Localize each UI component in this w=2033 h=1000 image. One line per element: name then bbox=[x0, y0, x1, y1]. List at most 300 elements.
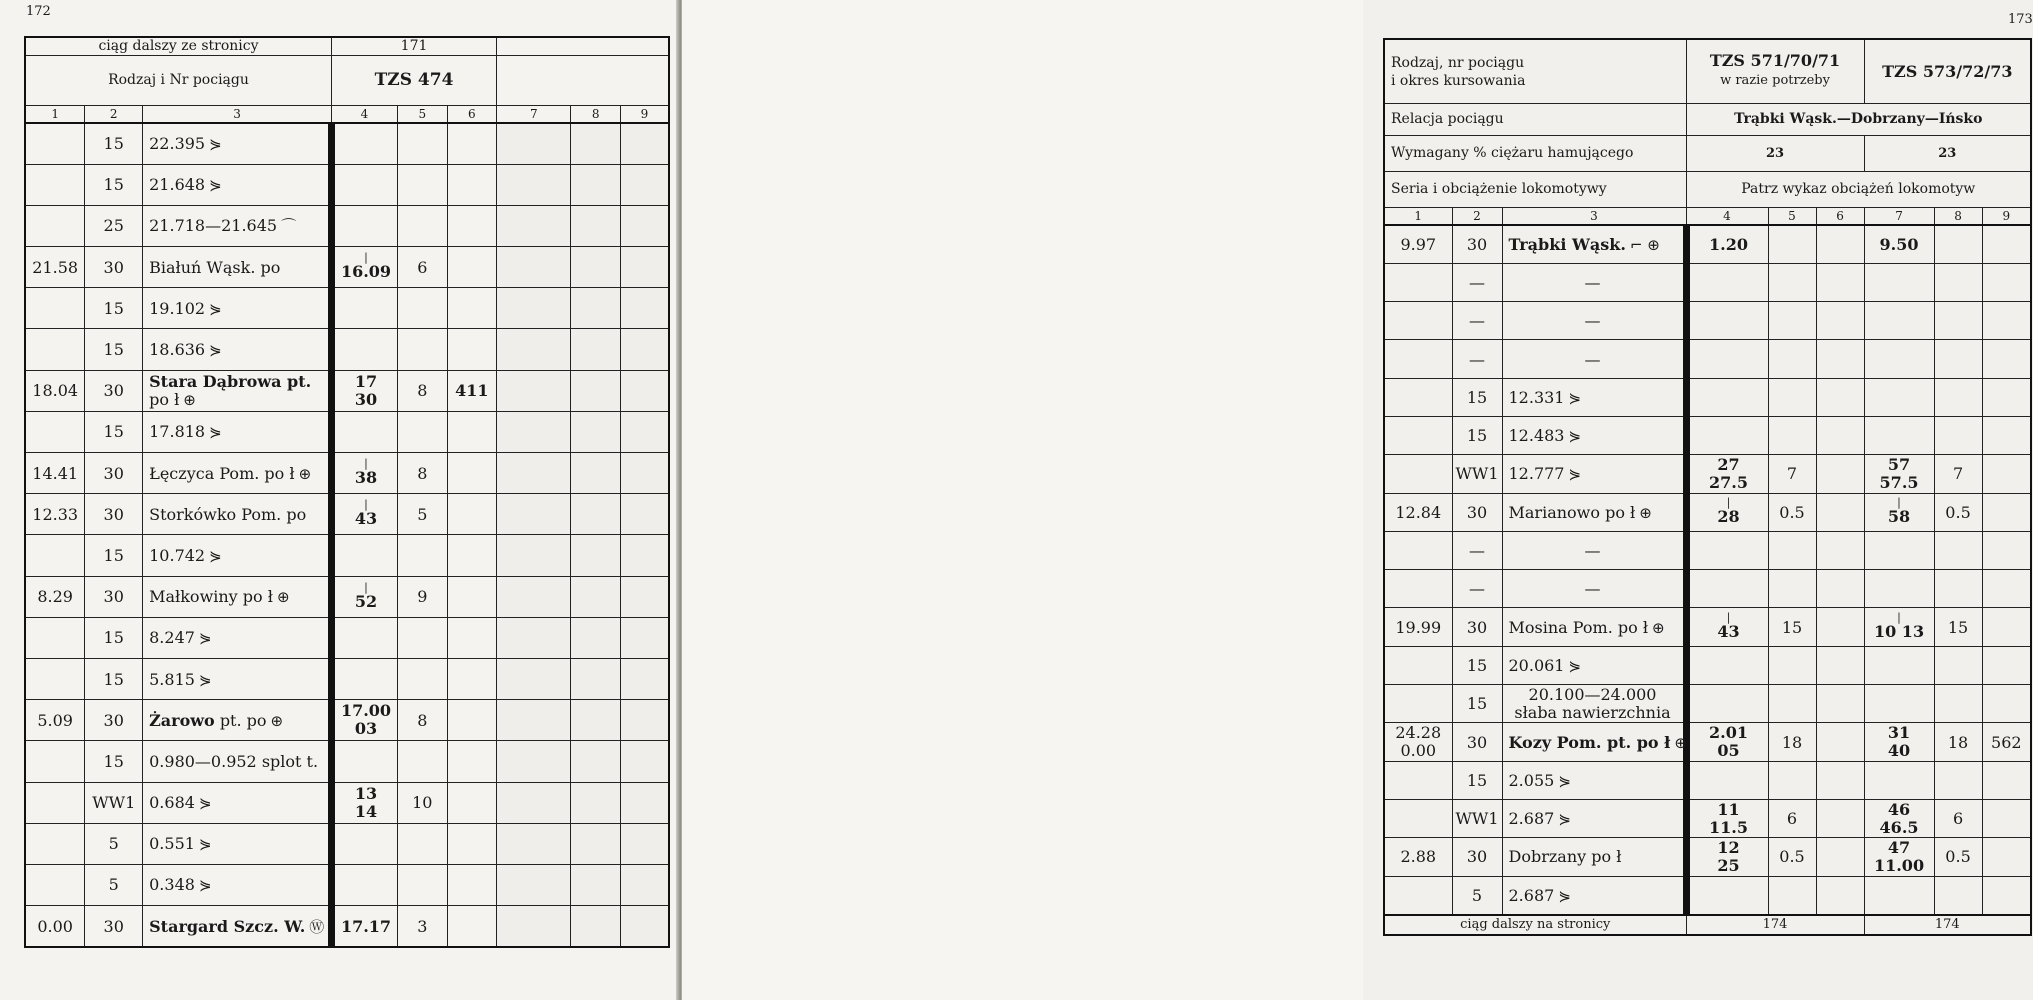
col9-cell bbox=[620, 576, 669, 617]
col6-cell bbox=[1816, 723, 1864, 761]
table-row bbox=[1384, 378, 2031, 416]
col6-cell bbox=[1816, 378, 1864, 416]
table-row bbox=[25, 906, 669, 948]
col7-cell bbox=[497, 205, 571, 246]
col6-cell bbox=[447, 164, 497, 205]
stop-cell-1: 18 bbox=[1768, 723, 1816, 761]
stop-cell-2: 0.5 bbox=[1934, 838, 1982, 876]
speed-cell: 30 bbox=[85, 247, 143, 288]
station-cell bbox=[1502, 531, 1686, 569]
time-cell-2 bbox=[1864, 263, 1934, 301]
time-cell-2 bbox=[1864, 608, 1934, 646]
km-value: 9.97 bbox=[1400, 234, 1437, 254]
station-cell bbox=[1502, 685, 1686, 723]
speed-cell: 15 bbox=[1452, 646, 1502, 684]
stop-cell-1 bbox=[1768, 685, 1816, 723]
km-cell: 0.00 bbox=[25, 906, 85, 948]
time-cell-2 bbox=[1864, 302, 1934, 340]
time-cell-2-departure: 11.00 bbox=[1873, 855, 1925, 875]
col6-cell bbox=[1816, 608, 1864, 646]
station-name: 21.648 bbox=[149, 175, 206, 195]
time-cell-1 bbox=[1686, 876, 1768, 915]
station-cell bbox=[143, 617, 332, 658]
time-departure: 03 bbox=[354, 719, 378, 739]
col9-cell bbox=[1982, 302, 2031, 340]
time-cell bbox=[331, 658, 397, 699]
speed-cell: — bbox=[1452, 263, 1502, 301]
timetable-left bbox=[24, 36, 670, 948]
time-cell-2 bbox=[1864, 455, 1934, 493]
col6-cell bbox=[447, 906, 497, 948]
pass-mark: | bbox=[364, 498, 368, 512]
station-cell bbox=[143, 823, 332, 864]
station-name: 0.980—0.952 splot t. bbox=[149, 751, 319, 771]
station-name: 2.687 bbox=[1508, 885, 1555, 905]
col9-cell bbox=[620, 906, 669, 948]
time-cell bbox=[331, 906, 397, 948]
km-cell bbox=[1384, 225, 1452, 264]
table-row bbox=[25, 205, 669, 246]
km-cell bbox=[25, 658, 85, 699]
col6-cell bbox=[447, 576, 497, 617]
stop-cell bbox=[398, 658, 448, 699]
relation-label: Relacja pociągu bbox=[1384, 103, 1686, 135]
station-name: 12.331 bbox=[1508, 387, 1565, 407]
station-cell bbox=[143, 411, 332, 452]
col9-cell bbox=[1982, 876, 2031, 915]
km-cell: 14.41 bbox=[25, 453, 85, 494]
time-cell-1-departure: 27.5 bbox=[1709, 472, 1748, 492]
km-cell bbox=[1384, 340, 1452, 378]
table-row bbox=[1384, 723, 2031, 761]
station-name: Stargard Szcz. W. bbox=[149, 916, 306, 936]
km-cell bbox=[1384, 685, 1452, 723]
speed-cell: 15 bbox=[85, 164, 143, 205]
col9-cell bbox=[1982, 570, 2031, 608]
stop-cell-2: 15 bbox=[1934, 608, 1982, 646]
col8-cell bbox=[571, 329, 621, 370]
speed-cell: 15 bbox=[1452, 378, 1502, 416]
stop-cell bbox=[398, 823, 448, 864]
col9-cell bbox=[620, 370, 669, 411]
table-row bbox=[1384, 302, 2031, 340]
station-symbol-icon: ⋟ bbox=[198, 835, 212, 854]
station-suffix: pt. po bbox=[219, 710, 267, 730]
time-departure: 30 bbox=[354, 389, 378, 409]
continued-from-page: 171 bbox=[331, 37, 496, 55]
station-name: Stara Dąbrowa pt. bbox=[149, 371, 312, 391]
speed-cell: 15 bbox=[85, 617, 143, 658]
time-cell-1 bbox=[1686, 838, 1768, 876]
station-cell bbox=[1502, 225, 1686, 264]
station-cell bbox=[143, 288, 332, 329]
station-symbol-icon: ⌐ ⊕ bbox=[1629, 235, 1660, 254]
time-value: 17.17 bbox=[340, 916, 392, 936]
table-row bbox=[25, 329, 669, 370]
table-row bbox=[25, 494, 669, 535]
time-cell-2 bbox=[1864, 225, 1934, 264]
stop-cell bbox=[398, 329, 448, 370]
speed-cell: 30 bbox=[85, 494, 143, 535]
col6-cell bbox=[447, 864, 497, 905]
time-cell-1-arrival: 2.01 bbox=[1709, 723, 1748, 742]
speed-cell: — bbox=[1452, 340, 1502, 378]
station-name: Żarowo bbox=[149, 710, 215, 730]
time-cell bbox=[331, 617, 397, 658]
speed-cell: 30 bbox=[1452, 608, 1502, 646]
col9-cell bbox=[620, 329, 669, 370]
col7-cell bbox=[497, 247, 571, 288]
speed-cell: 30 bbox=[1452, 838, 1502, 876]
col9-cell bbox=[1982, 646, 2031, 684]
speed-cell: 30 bbox=[85, 700, 143, 741]
stop-cell-2 bbox=[1934, 570, 1982, 608]
station-cell bbox=[1502, 799, 1686, 837]
stop-cell: 5 bbox=[398, 494, 448, 535]
stop-cell bbox=[398, 741, 448, 782]
km-cell bbox=[1384, 302, 1452, 340]
time-cell-1-departure: 25 bbox=[1717, 855, 1740, 875]
km-cell bbox=[25, 617, 85, 658]
station-name: Kozy Pom. pt. po ł bbox=[1508, 732, 1671, 752]
col9-cell bbox=[620, 247, 669, 288]
stop-cell-1: 7 bbox=[1768, 455, 1816, 493]
col6-cell bbox=[447, 658, 497, 699]
col8-cell bbox=[571, 247, 621, 288]
train-label: Rodzaj i Nr pociągu bbox=[25, 55, 331, 105]
col9-cell bbox=[1982, 225, 2031, 264]
time-cell-1 bbox=[1686, 416, 1768, 454]
km-cell bbox=[25, 535, 85, 576]
km-cell bbox=[1384, 455, 1452, 493]
col6-cell bbox=[447, 247, 497, 288]
stop-cell bbox=[398, 535, 448, 576]
km-cell: 21.58 bbox=[25, 247, 85, 288]
time-cell bbox=[331, 370, 397, 411]
time-cell-2 bbox=[1864, 340, 1934, 378]
brake-value-1: 23 bbox=[1686, 135, 1864, 171]
table-row bbox=[1384, 761, 2031, 799]
time-cell bbox=[331, 864, 397, 905]
col7-cell bbox=[497, 329, 571, 370]
km-value: 12.84 bbox=[1395, 502, 1442, 522]
stop-cell-2 bbox=[1934, 340, 1982, 378]
stop-cell-1 bbox=[1768, 761, 1816, 799]
speed-cell: 15 bbox=[85, 288, 143, 329]
station-cell bbox=[143, 576, 332, 617]
time-cell-1 bbox=[1686, 685, 1768, 723]
table-row bbox=[25, 535, 669, 576]
stop-cell-2 bbox=[1934, 531, 1982, 569]
train-number-2: TZS 573/72/73 bbox=[1864, 39, 2031, 103]
table-row bbox=[25, 411, 669, 452]
speed-cell: 30 bbox=[85, 576, 143, 617]
col8-cell bbox=[571, 494, 621, 535]
station-name: 21.718—21.645 bbox=[149, 216, 278, 236]
km-cell bbox=[25, 205, 85, 246]
stop-cell-1 bbox=[1768, 340, 1816, 378]
stop-cell: 10 bbox=[398, 782, 448, 823]
station-symbol-icon: ⋟ bbox=[198, 670, 212, 689]
table-row bbox=[25, 576, 669, 617]
stop-cell bbox=[398, 123, 448, 165]
station-symbol-icon: ⊕ bbox=[1652, 618, 1665, 637]
station-cell bbox=[1502, 455, 1686, 493]
table-row bbox=[25, 453, 669, 494]
speed-cell: 15 bbox=[85, 658, 143, 699]
time-cell-1-arrival: 27 bbox=[1717, 454, 1740, 474]
col8-cell bbox=[571, 906, 621, 948]
stop-cell-2: 0.5 bbox=[1934, 493, 1982, 531]
stop-cell-1 bbox=[1768, 570, 1816, 608]
time-cell-1 bbox=[1686, 761, 1768, 799]
speed-cell: 15 bbox=[1452, 416, 1502, 454]
station-name: 22.395 bbox=[149, 134, 206, 154]
col9-cell bbox=[620, 164, 669, 205]
time-cell bbox=[331, 741, 397, 782]
column-numbers: 1 2 3 4 5 6 7 8 9 bbox=[1384, 207, 2031, 225]
station-name: Storkówko Pom. po bbox=[149, 504, 307, 524]
stop-cell-1: 6 bbox=[1768, 799, 1816, 837]
time-cell-1 bbox=[1686, 646, 1768, 684]
speed-cell: 15 bbox=[85, 123, 143, 165]
train-type-label: Rodzaj, nr pociągu bbox=[1391, 55, 1525, 71]
train-1-note: w razie potrzeby bbox=[1720, 73, 1830, 89]
time-cell-1 bbox=[1686, 608, 1768, 646]
km-value: 2.88 bbox=[1400, 847, 1437, 867]
km-cell bbox=[1384, 876, 1452, 915]
table-row bbox=[25, 617, 669, 658]
col6-cell bbox=[447, 329, 497, 370]
time-cell-1 bbox=[1686, 493, 1768, 531]
time-cell-2 bbox=[1864, 378, 1934, 416]
time-cell-2-arrival: 31 bbox=[1887, 723, 1911, 742]
km-cell bbox=[1384, 723, 1452, 761]
col8-cell bbox=[571, 164, 621, 205]
time-cell-2 bbox=[1864, 723, 1934, 761]
table-row bbox=[25, 370, 669, 411]
stop-cell: 8 bbox=[398, 453, 448, 494]
km-value: 19.99 bbox=[1395, 617, 1442, 637]
km-cell bbox=[25, 164, 85, 205]
speed-cell: 30 bbox=[85, 906, 143, 948]
station-symbol-icon: ⋟ bbox=[198, 876, 212, 895]
time-cell bbox=[331, 205, 397, 246]
table-row bbox=[1384, 416, 2031, 454]
station-cell bbox=[1502, 838, 1686, 876]
time-cell-2 bbox=[1864, 493, 1934, 531]
continued-to-page-1: 174 bbox=[1686, 915, 1864, 935]
station-symbol-icon: ⋟ bbox=[1558, 810, 1571, 829]
stop-cell bbox=[398, 411, 448, 452]
time-cell bbox=[331, 123, 397, 165]
time-cell-2 bbox=[1864, 838, 1934, 876]
col7-cell bbox=[497, 370, 571, 411]
station-name: 8.247 bbox=[149, 628, 195, 648]
speed-cell: — bbox=[1452, 302, 1502, 340]
station-name-line2: po ł bbox=[149, 389, 180, 409]
col9-cell bbox=[620, 535, 669, 576]
km-cell: 8.29 bbox=[25, 576, 85, 617]
station-symbol-icon: ⋟ bbox=[209, 423, 222, 442]
speed-cell: 5 bbox=[1452, 876, 1502, 915]
stop-cell-1 bbox=[1768, 876, 1816, 915]
speed-cell: 15 bbox=[1452, 685, 1502, 723]
km-cell: 5.09 bbox=[25, 700, 85, 741]
time-cell-2 bbox=[1864, 685, 1934, 723]
time-cell-2 bbox=[1864, 570, 1934, 608]
speed-cell: — bbox=[1452, 531, 1502, 569]
pass-mark: | bbox=[364, 580, 368, 594]
col6-cell bbox=[447, 494, 497, 535]
time-cell-2-value: 10 13 bbox=[1873, 622, 1925, 642]
table-row bbox=[25, 247, 669, 288]
km-cell bbox=[25, 411, 85, 452]
stop-cell-2 bbox=[1934, 646, 1982, 684]
col6-cell bbox=[447, 782, 497, 823]
station-symbol-icon: ⋟ bbox=[1568, 388, 1582, 407]
stop-cell bbox=[398, 864, 448, 905]
time-cell bbox=[331, 494, 397, 535]
train-period-label: i okres kursowania bbox=[1391, 73, 1526, 89]
km-value-2: 0.00 bbox=[1400, 741, 1437, 760]
station-symbol-icon: ⊕ bbox=[270, 711, 284, 730]
col6-cell bbox=[1816, 225, 1864, 264]
col9-cell bbox=[1982, 838, 2031, 876]
station-name: 0.348 bbox=[149, 875, 195, 895]
time-cell-2 bbox=[1864, 876, 1934, 915]
km-cell bbox=[25, 288, 85, 329]
speed-cell: 5 bbox=[85, 823, 143, 864]
km-cell bbox=[1384, 493, 1452, 531]
station-cell bbox=[143, 370, 332, 411]
stop-cell: 6 bbox=[398, 247, 448, 288]
station-cell bbox=[143, 741, 332, 782]
time-cell bbox=[331, 823, 397, 864]
col6-cell bbox=[1816, 263, 1864, 301]
col6-cell bbox=[1816, 838, 1864, 876]
station-symbol-icon: ⋟ bbox=[209, 341, 222, 360]
time-cell-2-arrival: 47 bbox=[1887, 837, 1911, 857]
col8-cell bbox=[571, 453, 621, 494]
km-cell bbox=[1384, 799, 1452, 837]
table-row bbox=[25, 658, 669, 699]
stop-cell-1: 0.5 bbox=[1768, 493, 1816, 531]
station-cell bbox=[143, 247, 332, 288]
col6-cell bbox=[1816, 531, 1864, 569]
time-cell-1-arrival: 11 bbox=[1717, 799, 1740, 819]
km-cell bbox=[25, 741, 85, 782]
col8-cell bbox=[571, 123, 621, 165]
stop-cell-2: 7 bbox=[1934, 455, 1982, 493]
table-row bbox=[1384, 493, 2031, 531]
col7-cell bbox=[497, 123, 571, 165]
time-cell-2 bbox=[1864, 799, 1934, 837]
time-cell-2-value: 58 bbox=[1887, 507, 1911, 527]
col8-cell bbox=[571, 205, 621, 246]
station-cell bbox=[143, 453, 332, 494]
left-page bbox=[0, 0, 680, 1000]
station-cell bbox=[143, 123, 332, 165]
stop-cell-2: 6 bbox=[1934, 799, 1982, 837]
col9-cell bbox=[1982, 608, 2031, 646]
col9-cell bbox=[620, 453, 669, 494]
station-symbol-icon: ⋟ bbox=[1568, 427, 1582, 446]
station-symbol-icon: ⊕ bbox=[1639, 503, 1652, 522]
station-name: 20.061 bbox=[1508, 655, 1565, 675]
relation-value: Trąbki Wąsk.—Dobrzany—Ińsko bbox=[1686, 103, 2031, 135]
station-name: 0.684 bbox=[149, 793, 195, 813]
station-symbol-icon: ⋟ bbox=[209, 546, 222, 565]
station-cell bbox=[1502, 340, 1686, 378]
station-symbol-icon: ⊕ bbox=[298, 464, 312, 483]
station-name-line2: słaba nawierzchnia bbox=[1514, 702, 1671, 722]
col9-cell bbox=[620, 411, 669, 452]
station-name: Małkowiny po ł bbox=[149, 587, 273, 607]
col8-cell bbox=[571, 700, 621, 741]
col8-cell bbox=[571, 658, 621, 699]
time-cell-1 bbox=[1686, 723, 1768, 761]
table-row bbox=[1384, 685, 2031, 723]
station-symbol-icon: ⋟ bbox=[1558, 886, 1571, 905]
time-arrival: 17 bbox=[354, 371, 378, 391]
col9-cell bbox=[620, 700, 669, 741]
time-value: 52 bbox=[354, 591, 378, 611]
stop-cell: 9 bbox=[398, 576, 448, 617]
locomotive-label: Seria i obciążenie lokomotywy bbox=[1384, 171, 1686, 207]
speed-cell: 25 bbox=[85, 205, 143, 246]
time-cell-2-arrival: 57 bbox=[1887, 454, 1911, 474]
station-cell bbox=[143, 205, 332, 246]
time-cell-2 bbox=[1864, 646, 1934, 684]
footer-row bbox=[1384, 915, 2031, 935]
station-name: — bbox=[1584, 349, 1601, 369]
station-name: — bbox=[1584, 541, 1601, 561]
time-cell-2-arrival: 46 bbox=[1887, 799, 1911, 819]
locomotive-value: Patrz wykaz obciążeń lokomotyw bbox=[1686, 171, 2031, 207]
col9-cell bbox=[620, 741, 669, 782]
station-cell bbox=[143, 164, 332, 205]
time-cell-1 bbox=[1686, 531, 1768, 569]
time-cell-1 bbox=[1686, 570, 1768, 608]
col9-cell bbox=[1982, 455, 2031, 493]
col9-cell bbox=[1982, 531, 2031, 569]
km-cell bbox=[25, 864, 85, 905]
stop-cell-1: 0.5 bbox=[1768, 838, 1816, 876]
col7-cell bbox=[497, 288, 571, 329]
stop-cell-2 bbox=[1934, 685, 1982, 723]
time-cell-1 bbox=[1686, 340, 1768, 378]
table-row bbox=[1384, 608, 2031, 646]
station-cell bbox=[1502, 646, 1686, 684]
km-cell bbox=[1384, 608, 1452, 646]
station-cell bbox=[1502, 608, 1686, 646]
station-name: 12.483 bbox=[1508, 426, 1565, 446]
table-row bbox=[25, 782, 669, 823]
stop-cell-2 bbox=[1934, 761, 1982, 799]
table-row bbox=[1384, 531, 2031, 569]
station-cell bbox=[1502, 378, 1686, 416]
km-cell bbox=[25, 123, 85, 165]
km-cell bbox=[1384, 416, 1452, 454]
station-name: 20.100—24.000 bbox=[1528, 684, 1657, 704]
station-symbol-icon: ⌒ bbox=[281, 217, 297, 236]
time-cell-1-departure: 05 bbox=[1717, 741, 1740, 760]
station-symbol-icon: ⊕ bbox=[276, 588, 290, 607]
time-cell-2 bbox=[1864, 531, 1934, 569]
table-row bbox=[1384, 340, 2031, 378]
time-cell bbox=[331, 453, 397, 494]
